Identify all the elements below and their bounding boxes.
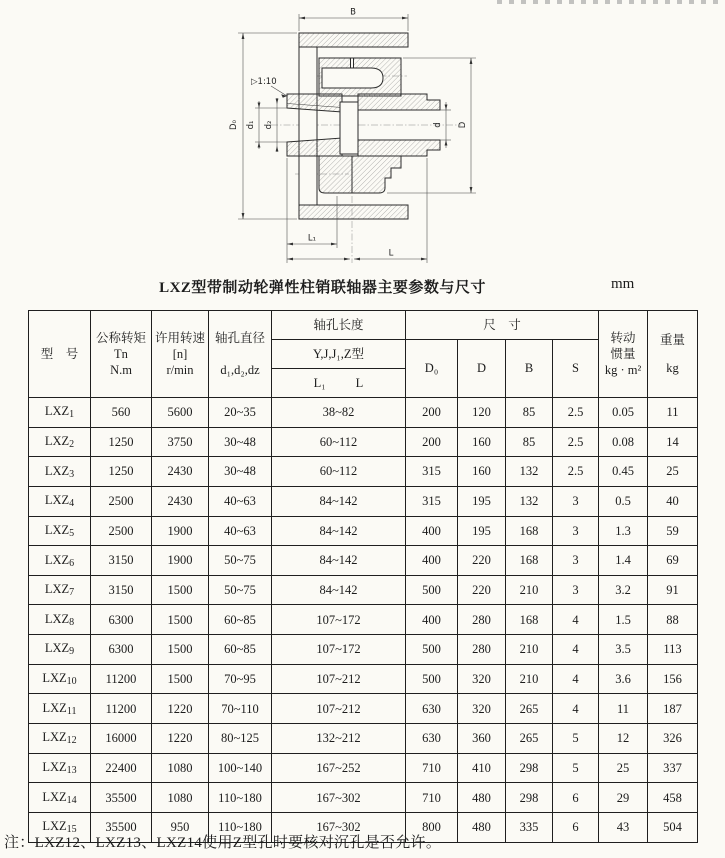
- cell-tn: 1250: [91, 457, 152, 487]
- header-speed-line1: 许用转速: [154, 330, 205, 345]
- cell-tn: 6300: [91, 605, 152, 635]
- cell-tn: 1250: [91, 427, 152, 457]
- cell-model: LXZ5: [29, 516, 91, 546]
- cell-B: 210: [506, 664, 553, 694]
- cell-d_range: 30~48: [209, 427, 272, 457]
- cell-D0: 500: [406, 664, 458, 694]
- header-inertia-line1: 转动: [610, 330, 636, 345]
- cell-D0: 710: [406, 783, 458, 813]
- header-inertia-line2: 惯量: [610, 346, 636, 361]
- cell-B: 132: [506, 486, 553, 516]
- cell-J: 1.4: [599, 546, 648, 576]
- cell-model: LXZ4: [29, 486, 91, 516]
- cell-D0: 315: [406, 457, 458, 487]
- cell-J: 0.5: [599, 486, 648, 516]
- cell-n: 1900: [152, 516, 209, 546]
- dimension-B: [299, 8, 408, 32]
- cell-D: 480: [458, 783, 506, 813]
- cell-n: 5600: [152, 398, 209, 428]
- header-torque-line1: 公称转矩Tn: [95, 330, 146, 361]
- table-row: [29, 546, 698, 576]
- cell-l_range: 107~212: [272, 664, 406, 694]
- cell-model: LXZ3: [29, 457, 91, 487]
- cell-D0: 200: [406, 398, 458, 428]
- header-size-group: 尺 寸: [406, 311, 599, 340]
- cell-tn: 2500: [91, 516, 152, 546]
- header-speed-line2: [n]: [172, 346, 188, 361]
- table-row: [29, 457, 698, 487]
- cell-d_range: 30~48: [209, 457, 272, 487]
- header-length-group: 轴孔长度: [272, 311, 406, 340]
- cell-model: LXZ2: [29, 427, 91, 457]
- cell-B: 265: [506, 724, 553, 754]
- cell-D: 160: [458, 457, 506, 487]
- header-weight-line2: kg: [666, 361, 679, 375]
- cell-kg: 25: [648, 457, 698, 487]
- header-bore: [209, 311, 272, 398]
- cell-n: 1080: [152, 753, 209, 783]
- header-inertia: [599, 311, 648, 398]
- dim-label-d2: d₂: [264, 120, 274, 130]
- cell-l_range: 84~142: [272, 516, 406, 546]
- cell-l_range: 60~112: [272, 457, 406, 487]
- cell-l_range: 132~212: [272, 724, 406, 754]
- cell-S: 3: [553, 546, 599, 576]
- cell-J: 1.5: [599, 605, 648, 635]
- header-col-D: D: [458, 340, 506, 398]
- cell-B: 168: [506, 546, 553, 576]
- cell-S: 4: [553, 605, 599, 635]
- table-row: [29, 694, 698, 724]
- table-row: [29, 664, 698, 694]
- dim-label-D0: D₀: [229, 120, 239, 130]
- cell-model: LXZ10: [29, 664, 91, 694]
- cell-D0: 200: [406, 427, 458, 457]
- cell-D0: 630: [406, 724, 458, 754]
- pin-column: [340, 102, 358, 154]
- upper-flange-and-pin: [319, 58, 401, 96]
- cell-B: 210: [506, 635, 553, 665]
- cell-D: 410: [458, 753, 506, 783]
- cell-J: 3.5: [599, 635, 648, 665]
- cell-model: LXZ12: [29, 724, 91, 754]
- cell-tn: 35500: [91, 812, 152, 842]
- taper-label: ▷1:10: [251, 77, 277, 87]
- cell-d_range: 20~35: [209, 398, 272, 428]
- cell-S: 5: [553, 753, 599, 783]
- cell-kg: 337: [648, 753, 698, 783]
- cell-model: LXZ14: [29, 783, 91, 813]
- cell-kg: 69: [648, 546, 698, 576]
- cell-S: 3: [553, 486, 599, 516]
- table-row: [29, 427, 698, 457]
- cell-kg: 14: [648, 427, 698, 457]
- cell-l_range: 107~212: [272, 694, 406, 724]
- dim-label-L: L: [388, 248, 394, 259]
- cell-J: 25: [599, 753, 648, 783]
- cell-D0: 500: [406, 635, 458, 665]
- cell-tn: 11200: [91, 694, 152, 724]
- cell-tn: 3150: [91, 546, 152, 576]
- cell-B: 298: [506, 783, 553, 813]
- table-row: [29, 753, 698, 783]
- cell-n: 1080: [152, 783, 209, 813]
- cell-d_range: 60~85: [209, 605, 272, 635]
- cell-B: 168: [506, 516, 553, 546]
- cell-tn: 560: [91, 398, 152, 428]
- cell-n: 1500: [152, 605, 209, 635]
- cell-D0: 800: [406, 812, 458, 842]
- cell-kg: 326: [648, 724, 698, 754]
- cell-kg: 187: [648, 694, 698, 724]
- cell-kg: 156: [648, 664, 698, 694]
- cell-S: 2.5: [553, 427, 599, 457]
- header-speed-line3: r/min: [166, 363, 194, 378]
- cell-J: 11: [599, 694, 648, 724]
- table-row: [29, 783, 698, 813]
- cell-D: 320: [458, 694, 506, 724]
- cell-S: 6: [553, 783, 599, 813]
- cell-model: LXZ15: [29, 812, 91, 842]
- header-length-types: Y,J,J₁,Z型: [272, 340, 406, 369]
- cell-d_range: 110~180: [209, 783, 272, 813]
- cell-J: 1.3: [599, 516, 648, 546]
- header-speed: [152, 311, 209, 398]
- cell-S: 4: [553, 694, 599, 724]
- table-row: [29, 575, 698, 605]
- cell-model: LXZ11: [29, 694, 91, 724]
- cell-D: 120: [458, 398, 506, 428]
- cell-model: LXZ1: [29, 398, 91, 428]
- cell-D: 280: [458, 605, 506, 635]
- cell-S: 6: [553, 812, 599, 842]
- header-bore-line2: d₁,d₂,dz: [220, 363, 260, 377]
- cell-n: 1500: [152, 635, 209, 665]
- cell-B: 210: [506, 575, 553, 605]
- cell-B: 132: [506, 457, 553, 487]
- coupling-section-drawing: [225, 0, 515, 272]
- cell-n: 1500: [152, 575, 209, 605]
- cell-J: 0.05: [599, 398, 648, 428]
- header-length-L1: L₁: [313, 375, 326, 390]
- cell-J: 0.45: [599, 457, 648, 487]
- cell-D0: 400: [406, 516, 458, 546]
- cell-D0: 315: [406, 486, 458, 516]
- cell-d_range: 50~75: [209, 546, 272, 576]
- cell-D0: 710: [406, 753, 458, 783]
- cell-kg: 113: [648, 635, 698, 665]
- cell-model: LXZ9: [29, 635, 91, 665]
- cell-S: 3: [553, 516, 599, 546]
- header-col-S: S: [553, 340, 599, 398]
- cell-D: 480: [458, 812, 506, 842]
- header-length-L: L: [355, 375, 364, 390]
- cell-model: LXZ6: [29, 546, 91, 576]
- cell-S: 3: [553, 575, 599, 605]
- cell-B: 335: [506, 812, 553, 842]
- cell-kg: 91: [648, 575, 698, 605]
- cell-tn: 35500: [91, 783, 152, 813]
- cell-J: 0.08: [599, 427, 648, 457]
- taper-note: [251, 77, 287, 98]
- cell-n: 3750: [152, 427, 209, 457]
- lower-flange: [319, 156, 401, 193]
- cell-l_range: 167~252: [272, 753, 406, 783]
- unit-label: mm: [611, 276, 635, 292]
- header-bore-line1: 轴孔直径: [214, 330, 265, 345]
- cell-D: 220: [458, 575, 506, 605]
- coupling-drawing-svg: [225, 0, 515, 272]
- cell-d_range: 110~180: [209, 812, 272, 842]
- cell-l_range: 167~302: [272, 783, 406, 813]
- cell-tn: 2500: [91, 486, 152, 516]
- cell-d_range: 40~63: [209, 516, 272, 546]
- cell-B: 168: [506, 605, 553, 635]
- header-model-label: 型 号: [40, 346, 79, 361]
- table-row: [29, 486, 698, 516]
- cell-kg: 40: [648, 486, 698, 516]
- cell-d_range: 80~125: [209, 724, 272, 754]
- cropped-text-fragment: [497, 0, 719, 4]
- table-row: [29, 724, 698, 754]
- table-title: LXZ型带制动轮弹性柱销联轴器主要参数与尺寸: [159, 280, 486, 296]
- table-row: [29, 605, 698, 635]
- cell-d_range: 100~140: [209, 753, 272, 783]
- cell-kg: 11: [648, 398, 698, 428]
- table-row: [29, 516, 698, 546]
- dim-label-L1: L₁: [307, 233, 317, 244]
- table-row: [29, 398, 698, 428]
- parameters-table: [28, 310, 698, 843]
- cell-B: 265: [506, 694, 553, 724]
- dim-label-B: B: [350, 7, 356, 18]
- cell-J: 43: [599, 812, 648, 842]
- dim-label-d: d: [433, 122, 443, 128]
- header-col-D0: D₀: [406, 340, 458, 398]
- cell-kg: 504: [648, 812, 698, 842]
- cell-D0: 500: [406, 575, 458, 605]
- dim-label-D: D: [458, 121, 468, 129]
- cell-D: 195: [458, 516, 506, 546]
- cell-tn: 6300: [91, 635, 152, 665]
- cell-tn: 11200: [91, 664, 152, 694]
- cell-model: LXZ8: [29, 605, 91, 635]
- cell-S: 2.5: [553, 398, 599, 428]
- cell-d_range: 40~63: [209, 486, 272, 516]
- cell-n: 950: [152, 812, 209, 842]
- cell-l_range: 107~172: [272, 605, 406, 635]
- header-length-sub: [272, 369, 406, 398]
- cell-J: 12: [599, 724, 648, 754]
- cell-D: 220: [458, 546, 506, 576]
- cell-D0: 630: [406, 694, 458, 724]
- header-inertia-line3: kg · m²: [604, 363, 642, 378]
- table-body: [29, 398, 698, 843]
- cell-J: 29: [599, 783, 648, 813]
- cell-D: 360: [458, 724, 506, 754]
- dim-label-d1: d₁: [246, 120, 256, 130]
- cell-model: LXZ13: [29, 753, 91, 783]
- cell-n: 1220: [152, 724, 209, 754]
- cell-D0: 400: [406, 546, 458, 576]
- cell-D: 320: [458, 664, 506, 694]
- cell-S: 2.5: [553, 457, 599, 487]
- cell-S: 4: [553, 664, 599, 694]
- cell-tn: 16000: [91, 724, 152, 754]
- header-weight-line1: 重量: [660, 332, 686, 347]
- cell-d_range: 60~85: [209, 635, 272, 665]
- cell-B: 85: [506, 398, 553, 428]
- cell-S: 5: [553, 724, 599, 754]
- cell-J: 3.6: [599, 664, 648, 694]
- cell-J: 3.2: [599, 575, 648, 605]
- cell-model: LXZ7: [29, 575, 91, 605]
- cell-l_range: 60~112: [272, 427, 406, 457]
- cell-l_range: 167~302: [272, 812, 406, 842]
- cell-D: 160: [458, 427, 506, 457]
- header-weight: [648, 311, 698, 398]
- cell-d_range: 50~75: [209, 575, 272, 605]
- header-torque-line2: N.m: [110, 363, 132, 378]
- cell-B: 298: [506, 753, 553, 783]
- cell-l_range: 38~82: [272, 398, 406, 428]
- cell-S: 4: [553, 635, 599, 665]
- header-col-B: B: [506, 340, 553, 398]
- cell-D: 195: [458, 486, 506, 516]
- cell-D: 280: [458, 635, 506, 665]
- cell-n: 2430: [152, 486, 209, 516]
- elastic-pin: [322, 68, 383, 88]
- header-model: [29, 311, 91, 398]
- cell-d_range: 70~95: [209, 664, 272, 694]
- cell-l_range: 107~172: [272, 635, 406, 665]
- cell-kg: 88: [648, 605, 698, 635]
- footnote: 注：LXZ12、LXZ13、LXZ14使用Z型孔时要核对沉孔是否允许。: [4, 835, 442, 851]
- cell-D0: 400: [406, 605, 458, 635]
- cell-tn: 22400: [91, 753, 152, 783]
- cell-l_range: 84~142: [272, 546, 406, 576]
- cell-l_range: 84~142: [272, 486, 406, 516]
- cell-n: 1220: [152, 694, 209, 724]
- cell-n: 1900: [152, 546, 209, 576]
- cell-B: 85: [506, 427, 553, 457]
- cell-n: 2430: [152, 457, 209, 487]
- cell-kg: 458: [648, 783, 698, 813]
- cell-d_range: 70~110: [209, 694, 272, 724]
- table-row: [29, 635, 698, 665]
- cell-l_range: 84~142: [272, 575, 406, 605]
- cell-n: 1500: [152, 664, 209, 694]
- header-torque: [91, 311, 152, 398]
- cell-tn: 3150: [91, 575, 152, 605]
- cell-kg: 59: [648, 516, 698, 546]
